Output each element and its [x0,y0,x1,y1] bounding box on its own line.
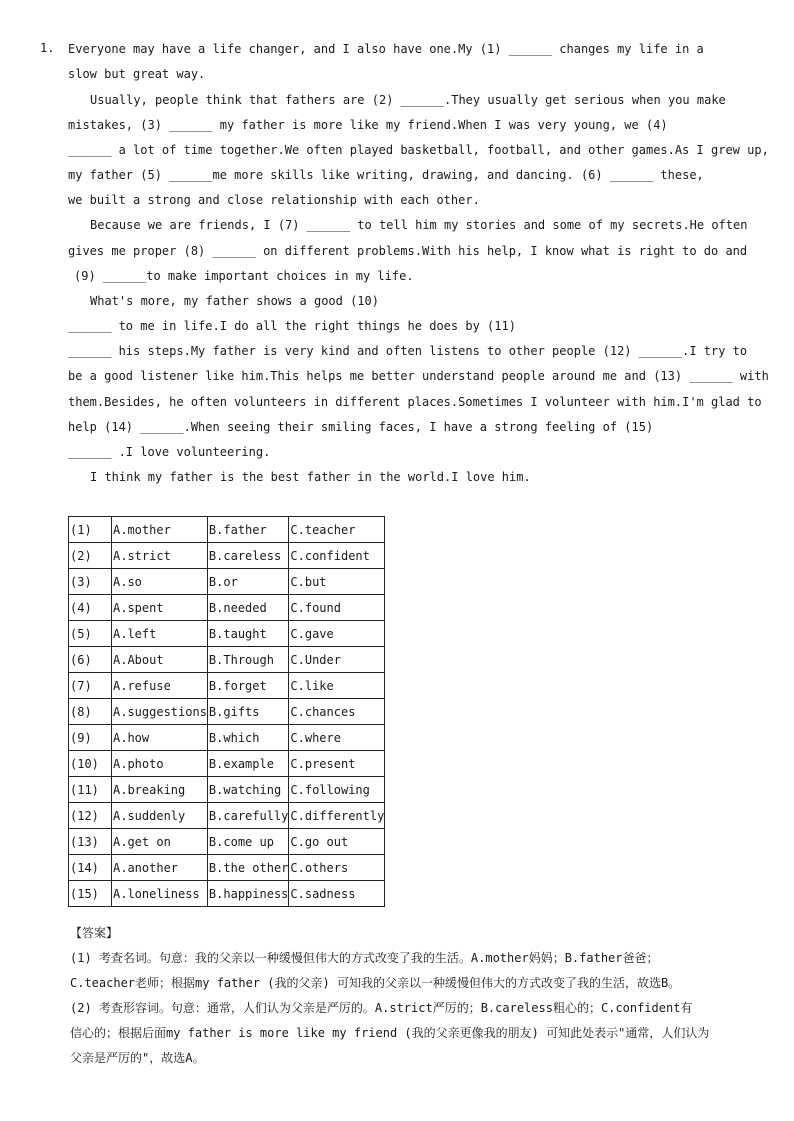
option-row [69,543,385,569]
passage-line: Because we are friends, I (7) ______ to tell him my stories and some of my secrets.He often [90,218,748,232]
option-a: A.strict [112,543,208,569]
option-b: B.come up [207,829,288,855]
option-a: A.suggestions [112,699,208,725]
options-table [68,516,385,907]
option-row [69,725,385,751]
option-a: A.another [112,855,208,881]
passage-line: Everyone may have a life changer, and I also have one.My (1) ______ changes my life in a [68,42,704,56]
option-c: C.go out [289,829,385,855]
option-c: C.but [289,569,385,595]
answer-line: (1) 考查名词。句意：我的父亲以一种缓慢但伟大的方式改变了我的生活。A.mother妈妈；B.father爸爸； [70,951,659,965]
option-number: (2) [69,543,112,569]
option-b: B.needed [207,595,288,621]
option-number: (8) [69,699,112,725]
option-c: C.present [289,751,385,777]
option-number: (5) [69,621,112,647]
passage-line: my father (5) ______me more skills like writing, drawing, and dancing. (6) ______ these, [68,168,704,182]
option-b: B.taught [207,621,288,647]
option-b: B.gifts [207,699,288,725]
option-number: (1) [69,517,112,543]
passage-line: ______ a lot of time together.We often played basketball, football, and other games.As I grew up, [68,143,769,157]
passage-line: (9) ______to make important choices in my life. [74,269,414,283]
option-c: C.confident [289,543,385,569]
option-c: C.Under [289,647,385,673]
option-number: (9) [69,725,112,751]
option-row [69,881,385,907]
option-a: A.get on [112,829,208,855]
passage-line: mistakes, (3) ______ my father is more like my friend.When I was very young, we (4) [68,118,668,132]
option-c: C.differently [289,803,385,829]
option-row [69,517,385,543]
passage-line: What's more, my father shows a good (10) [90,294,379,308]
option-c: C.sadness [289,881,385,907]
option-number: (14) [69,855,112,881]
option-c: C.found [289,595,385,621]
option-row [69,803,385,829]
option-number: (6) [69,647,112,673]
option-b: B.watching [207,777,288,803]
option-b: B.which [207,725,288,751]
option-row [69,751,385,777]
passage-line: help (14) ______.When seeing their smiling faces, I have a strong feeling of (15) [68,420,654,434]
passage-line: ______ .I love volunteering. [68,445,271,459]
option-c: C.chances [289,699,385,725]
answer-line: 信心的；根据后面my father is more like my friend (我的父亲更像我的朋友) 可知此处表示"通常，人们认为 [70,1026,710,1040]
option-number: (15) [69,881,112,907]
option-b: B.father [207,517,288,543]
option-number: (12) [69,803,112,829]
passage-line: ______ his steps.My father is very kind and often listens to other people (12) ______.I try to [68,344,748,358]
option-number: (7) [69,673,112,699]
option-a: A.mother [112,517,208,543]
option-row [69,647,385,673]
answer-line: 父亲是严厉的"，故选A。 [70,1051,205,1065]
passage-line: ______ to me in life.I do all the right things he does by (11) [68,319,516,333]
option-b: B.careless [207,543,288,569]
option-b: B.the other [207,855,288,881]
option-number: (3) [69,569,112,595]
option-c: C.following [289,777,385,803]
option-row [69,673,385,699]
option-a: A.left [112,621,208,647]
passage-line: we built a strong and close relationship with each other. [68,193,480,207]
option-row [69,595,385,621]
option-c: C.like [289,673,385,699]
option-a: A.breaking [112,777,208,803]
option-a: A.suddenly [112,803,208,829]
option-a: A.About [112,647,208,673]
option-b: B.happiness [207,881,288,907]
answer-line: C.teacher老师；根据my father (我的父亲) 可知我的父亲以一种缓慢但伟大的方式改变了我的生活，故选B。 [70,976,681,990]
option-c: C.others [289,855,385,881]
option-a: A.refuse [112,673,208,699]
option-number: (10) [69,751,112,777]
option-number: (4) [69,595,112,621]
passage-line: Usually, people think that fathers are (2) ______.They usually get serious when you make [90,93,726,107]
passage-line: I think my father is the best father in the world.I love him. [90,470,531,484]
option-number: (13) [69,829,112,855]
option-a: A.so [112,569,208,595]
option-row [69,621,385,647]
option-row [69,569,385,595]
option-a: A.spent [112,595,208,621]
option-b: B.carefully [207,803,288,829]
passage-line: slow but great way. [68,67,206,81]
option-c: C.gave [289,621,385,647]
option-b: B.example [207,751,288,777]
option-row [69,699,385,725]
passage-line: be a good listener like him.This helps me better understand people around me and (13) ______ with [68,369,769,383]
option-row [69,855,385,881]
option-b: B.Through [207,647,288,673]
option-row [69,829,385,855]
answer-heading: 【答案】 [70,926,119,940]
option-b: B.forget [207,673,288,699]
option-a: A.how [112,725,208,751]
option-c: C.teacher [289,517,385,543]
passage-line: them.Besides, he often volunteers in different places.Sometimes I volunteer with him.I'm glad to [68,395,762,409]
option-a: A.loneliness [112,881,208,907]
option-number: (11) [69,777,112,803]
option-a: A.photo [112,751,208,777]
option-row [69,777,385,803]
question-number: 1. [40,41,55,55]
option-b: B.or [207,569,288,595]
option-c: C.where [289,725,385,751]
answer-line: (2) 考查形容词。句意：通常，人们认为父亲是严厉的。A.strict严厉的；B.careless粗心的；C.confident有 [70,1001,693,1015]
passage-line: gives me proper (8) ______ on different problems.With his help, I know what is right to do and [68,244,748,258]
